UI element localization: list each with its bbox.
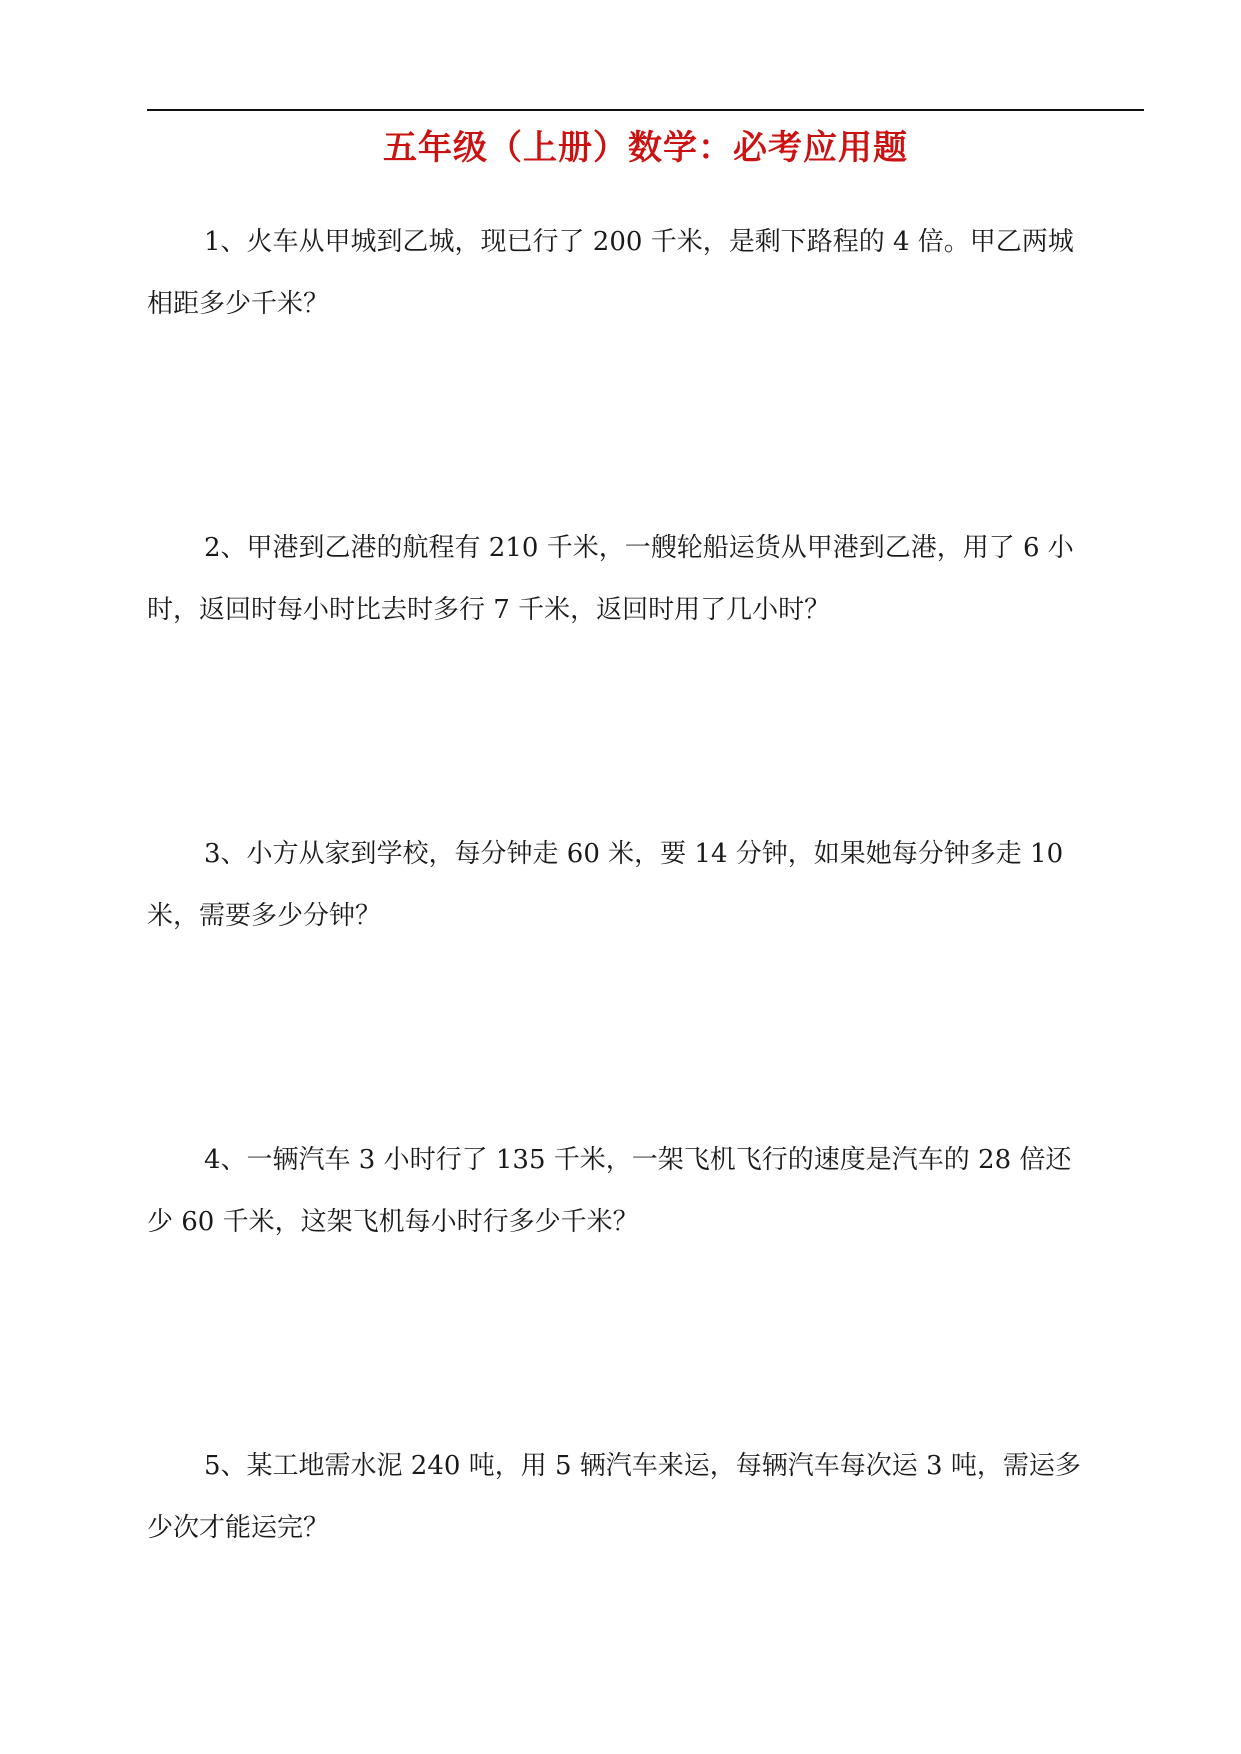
- question-5-line-2: 少次才能运完？: [147, 1513, 330, 1543]
- question-1-line-2: 相距多少千米？: [147, 289, 330, 319]
- question-3-line-1: 3、小方从家到学校，每分钟走 60 米，要 14 分钟，如果她每分钟多走 10: [204, 839, 1064, 869]
- question-3-line-2: 米，需要多少分钟？: [147, 901, 382, 931]
- question-2-line-1: 2、甲港到乙港的航程有 210 千米，一艘轮船运货从甲港到乙港，用了 6 小: [204, 533, 1074, 563]
- question-4-line-1: 4、一辆汽车 3 小时行了 135 千米，一架飞机飞行的速度是汽车的 28 倍还: [204, 1145, 1072, 1175]
- page-title: 五年级（上册）数学：必考应用题: [383, 128, 908, 168]
- question-5-line-1: 5、某工地需水泥 240 吨，用 5 辆汽车来运，每辆汽车每次运 3 吨，需运多: [204, 1451, 1081, 1481]
- question-4-line-2: 少 60 千米，这架飞机每小时行多少千米？: [147, 1207, 639, 1237]
- question-2-line-2: 时，返回时每小时比去时多行 7 千米，返回时用了几小时？: [147, 595, 831, 625]
- question-1: [147, 211, 1144, 335]
- header-rule: [147, 109, 1144, 111]
- question-2: [147, 517, 1144, 641]
- question-1-line-1: 1、火车从甲城到乙城，现已行了 200 千米，是剩下路程的 4 倍。甲乙两城: [204, 227, 1074, 257]
- question-5: [147, 1435, 1144, 1559]
- question-4: [147, 1129, 1144, 1253]
- question-3: [147, 823, 1144, 947]
